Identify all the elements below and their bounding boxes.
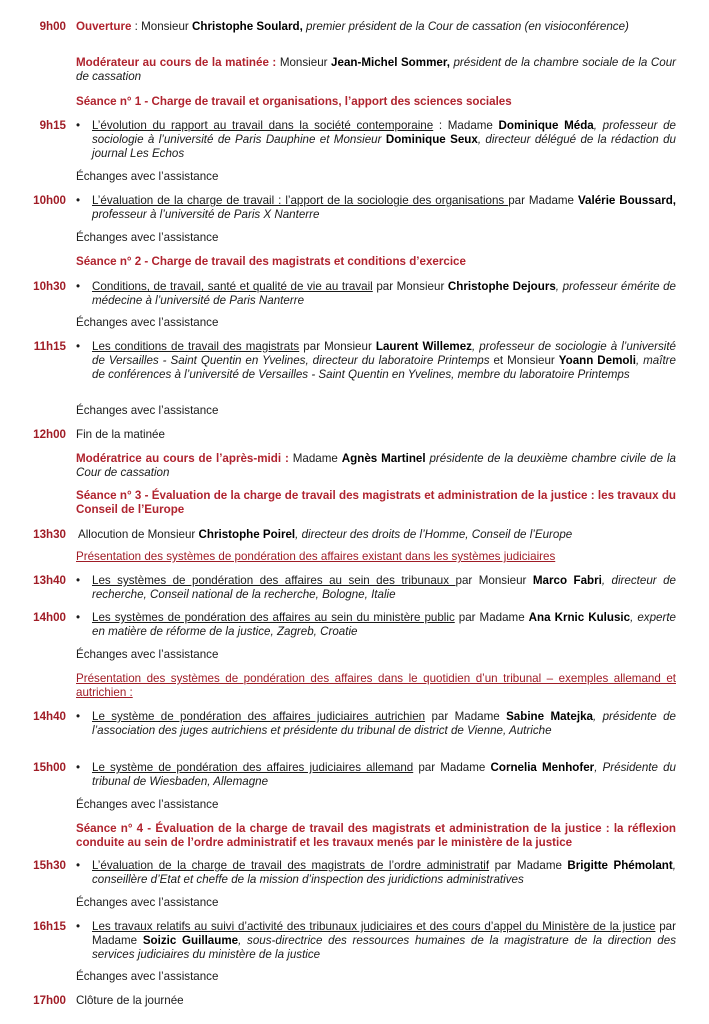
bullet-icon: • [76,340,81,353]
talk-6: Les systèmes de pondération des affaires au sein du ministère public par Madame Ana Krnic Kulusic, experte en matière de réforme de la justice, Zagreb, Croatie [92,611,676,639]
talk-title: Les systèmes de pondération des affaires au sein du ministère public [92,611,455,624]
speaker-name: Brigitte Phémolant [567,859,673,872]
time-9h15: 9h15 [39,119,66,132]
talk-9: L’évaluation de la charge de travail des magistrats de l’ordre administratif par Madame Brigitte Phémolant, conseillère d’Etat et cheffe de la mission d’inspection des juridictions administratives [92,859,676,887]
time-15h30: 15h30 [33,859,66,872]
bullet-icon: • [76,859,81,872]
exchanges: Échanges avec l’assistance [76,798,219,811]
moderator-afternoon: Modératrice au cours de l’après-midi : Madame Agnès Martinel présidente de la deuxième chambre civile de la Cour de cassation [76,452,676,480]
bullet-icon: • [76,280,81,293]
talk-2: L’évaluation de la charge de travail : l’apport de la sociologie des organisations par Madame Valérie Boussard, professeur à l’université de Paris X Nanterre [92,194,677,222]
time-14h40: 14h40 [33,710,66,723]
talk-title: Conditions, de travail, santé et qualité de vie au travail [92,280,373,293]
speaker-name: Marco Fabri [532,574,602,587]
exchanges: Échanges avec l’assistance [76,896,219,909]
talk-title: Le système de pondération des affaires judiciaires autrichien [92,710,426,723]
presentation-1: Présentation des systèmes de pondération des affaires existant dans les systèmes judiciaires [76,550,556,563]
presentation-2: Présentation des systèmes de pondération des affaires dans le quotidien d’un tribunal – exemples allemand et autrichien : [76,672,676,700]
time-9h00: 9h00 [39,20,66,33]
talk-5: Les systèmes de pondération des affaires au sein des tribunaux par Monsieur Marco Fabri, directeur de recherche, Conseil national de la recherche, Bologne, Italie [92,574,676,602]
bullet-icon: • [76,761,81,774]
speaker-name: Cornelia Menhofer [490,761,595,774]
speaker-name: Soizic Guillaume [142,934,239,948]
speaker-name: Christophe Soulard, [192,20,303,33]
talk-title: Le système de pondération des affaires judiciaires allemand [92,761,414,774]
moderator-name: Jean-Michel Sommer, [331,56,450,69]
time-10h30: 10h30 [33,280,66,293]
time-12h00: 12h00 [33,428,66,441]
speaker-name: Yoann Demoli [558,354,636,368]
time-17h00: 17h00 [33,994,66,1007]
opening: Ouverture : Monsieur Christophe Soulard, premier président de la Cour de cassation (en visioconférence) [76,20,629,33]
time-13h30: 13h30 [33,528,66,541]
speaker-name: Laurent Willemez [375,340,472,353]
time-13h40: 13h40 [33,574,66,587]
speaker-name: Christophe Dejours [447,280,556,293]
talk-title: Les systèmes de pondération des affaires au sein des tribunaux [92,574,456,587]
exchanges: Échanges avec l’assistance [76,970,219,983]
talk-1: L’évolution du rapport au travail dans la société contemporaine : Madame Dominique Méda, professeur de sociologie à l’université de Paris Dauphine et Monsieur Dominique Seux, directeur délégué de la rédaction du journal Les Echos [92,119,676,161]
closing: Clôture de la journée [76,994,184,1007]
session-3-title: Séance n° 3 - Évaluation de la charge de travail des magistrats et administration de la justice : les travaux du Conseil de l’Europe [76,489,676,517]
bullet-icon: • [76,194,81,207]
session-1-title: Séance n° 1 - Charge de travail et organisations, l’apport des sciences sociales [76,95,512,108]
exchanges: Échanges avec l’assistance [76,648,219,661]
exchanges: Échanges avec l’assistance [76,316,219,329]
moderator-label: Modérateur au cours de la matinée : [76,56,277,69]
talk-title: Les travaux relatifs au suivi d’activité des tribunaux judiciaires et des cours d’appel du Ministère de la justice [92,920,656,933]
end-morning: Fin de la matinée [76,428,165,441]
bullet-icon: • [76,710,81,723]
talk-4: Les conditions de travail des magistrats par Monsieur Laurent Willemez, professeur de sociologie à l’université de Versailles - Saint Quentin en Yvelines, directeur du laboratoire Printemps et Monsieur Yoann Demoli, maître de conférences à l’université de Versailles - Saint Quentin en Yvelines, membre du laboratoire Printemps [92,340,676,382]
exchanges: Échanges avec l’assistance [76,404,219,417]
speaker-name: Ana Krnic Kulusic [528,611,631,624]
time-11h15: 11h15 [33,340,66,353]
talk-title: L’évaluation de la charge de travail des magistrats de l’ordre administratif [92,859,490,872]
talk-title: L’évaluation de la charge de travail : l’apport de la sociologie des organisations [92,194,509,207]
talk-10: Les travaux relatifs au suivi d’activité des tribunaux judiciaires et des cours d’appel du Ministère de la justice par Madame Soizic Guillaume, sous-directrice des ressources humaines de la magistrature de la direction des services judiciaires du ministère de la justice [92,920,676,962]
speaker-name: Dominique Méda [498,119,594,132]
time-15h00: 15h00 [33,761,66,774]
time-16h15: 16h15 [33,920,66,933]
talk-8: Le système de pondération des affaires judiciaires allemand par Madame Cornelia Menhofer, Présidente du tribunal de Wiesbaden, Allemagne [92,761,676,789]
speaker-name: Sabine Matejka [506,710,593,723]
allocution: Allocution de Monsieur Christophe Poirel, directeur des droits de l’Homme, Conseil de l’Europe [78,528,573,541]
bullet-icon: • [76,574,81,587]
exchanges: Échanges avec l’assistance [76,231,219,244]
moderator-name: Agnès Martinel [341,452,426,465]
moderator-label: Modératrice au cours de l’après-midi : [76,452,289,465]
time-10h00: 10h00 [33,194,66,207]
speaker-name: Dominique Seux [385,133,478,147]
session-4-title: Séance n° 4 - Évaluation de la charge de travail des magistrats et administration de la justice : la réflexion conduite au sein de l’ordre administratif et les travaux menés par le ministère de la justice [76,822,676,850]
bullet-icon: • [76,611,81,624]
talk-7: Le système de pondération des affaires judiciaires autrichien par Madame Sabine Matejka, présidente de l’association des juges autrichiens et présidente du tribunal de district de Vienne, Autriche [92,710,676,738]
talk-3: Conditions, de travail, santé et qualité de vie au travail par Monsieur Christophe Dejours, professeur émérite de médecine à l’université de Paris Nanterre [92,280,677,308]
time-14h00: 14h00 [33,611,66,624]
moderator-morning: Modérateur au cours de la matinée : Monsieur Jean-Michel Sommer, président de la chambre sociale de la Cour de cassation [76,56,677,84]
session-2-title: Séance n° 2 - Charge de travail des magistrats et conditions d’exercice [76,255,466,268]
opening-label: Ouverture [76,20,132,33]
bullet-icon: • [76,920,81,933]
bullet-icon: • [76,119,81,132]
speaker-name: Valérie Boussard, [577,194,677,207]
talk-title: Les conditions de travail des magistrats [92,340,300,353]
exchanges: Échanges avec l’assistance [76,170,219,183]
talk-title: L’évolution du rapport au travail dans la société contemporaine [92,119,434,132]
speaker-name: Christophe Poirel [198,528,296,541]
